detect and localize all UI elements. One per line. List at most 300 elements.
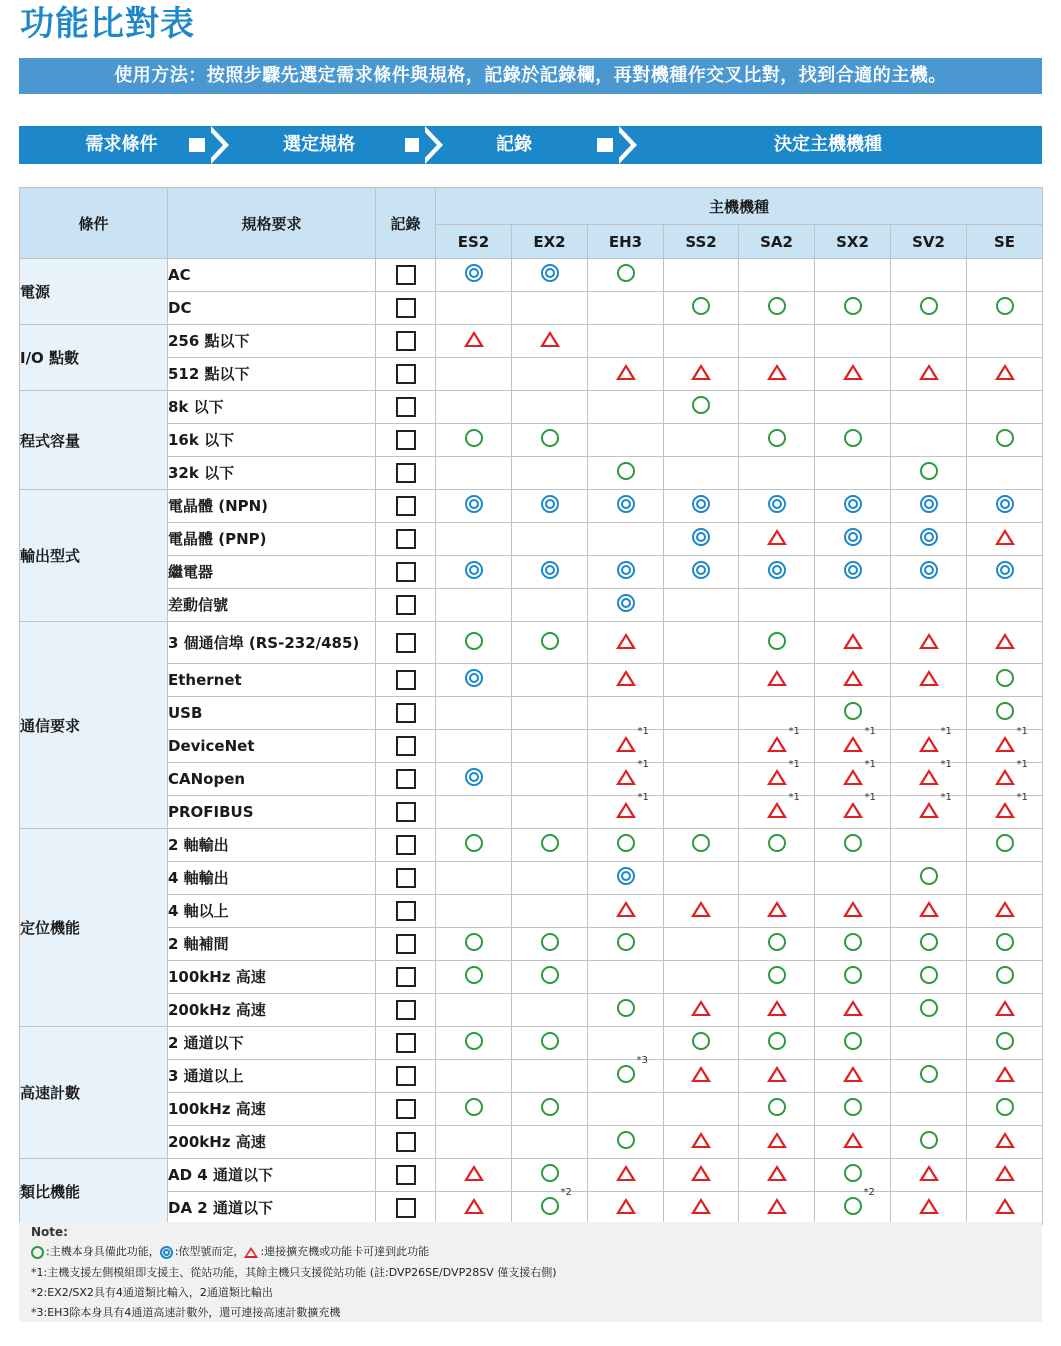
triangle-icon [843, 1066, 863, 1082]
step-4: 決定主機機種 [774, 134, 882, 155]
double-circle-icon [920, 561, 938, 579]
circle-icon [617, 264, 635, 282]
circle-icon [844, 1164, 862, 1182]
circle-icon [465, 933, 483, 951]
double-circle-icon [617, 594, 635, 612]
usage-banner: 使用方法：按照步驟先選定需求條件與規格，記錄於記錄欄，再對機種作交叉比對，找到合適的主機。 [19, 58, 1042, 94]
mark-cell-ss2 [664, 556, 739, 589]
model-header-eh3: EH3 [588, 225, 664, 259]
mark-cell-ss2 [664, 325, 739, 358]
table-row [20, 994, 1043, 1027]
mark-cell-sa2 [739, 829, 815, 862]
table-row [20, 1159, 1043, 1192]
legend-double-text: :依型號而定， [174, 1245, 245, 1258]
mark-cell-eh3 [588, 1126, 664, 1159]
mark-cell-sx2 [815, 862, 891, 895]
step-arrow-inner [205, 126, 223, 164]
mark-cell-es2 [436, 292, 512, 325]
record-checkbox[interactable] [396, 562, 416, 582]
mark-cell-ss2 [664, 292, 739, 325]
triangle-icon [995, 1198, 1015, 1214]
circle-icon [692, 396, 710, 414]
record-cell [376, 457, 436, 490]
model-header-sa2: SA2 [739, 225, 815, 259]
mark-cell-ex2 [512, 664, 588, 697]
footnote-mark: *1 [637, 726, 649, 737]
mark-cell-se [967, 664, 1043, 697]
spec-cell: 繼電器 [168, 556, 376, 589]
double-circle-icon [465, 768, 483, 786]
mark-cell-se [967, 1027, 1043, 1060]
double-circle-icon [844, 495, 862, 513]
mark-cell-ss2 [664, 490, 739, 523]
model-header-se: SE [967, 225, 1043, 259]
triangle-icon [843, 802, 863, 818]
record-checkbox[interactable] [396, 633, 416, 653]
model-header-sv2: SV2 [891, 225, 967, 259]
mark-cell-se [967, 994, 1043, 1027]
mark-cell-ex2 [512, 457, 588, 490]
mark-cell-ss2 [664, 994, 739, 1027]
step-flow [19, 126, 1042, 164]
record-checkbox[interactable] [396, 331, 416, 351]
mark-cell-sa2 [739, 1093, 815, 1126]
double-circle-icon [465, 264, 483, 282]
triangle-icon [843, 670, 863, 686]
circle-icon [617, 834, 635, 852]
mark-cell-sx2 [815, 895, 891, 928]
triangle-icon [691, 1000, 711, 1016]
mark-cell-sv2 [891, 1060, 967, 1093]
mark-cell-sx2 [815, 358, 891, 391]
mark-cell-se [967, 895, 1043, 928]
triangle-icon [767, 1198, 787, 1214]
table-row [20, 697, 1043, 730]
condition-cell: 類比機能 [20, 1159, 168, 1225]
record-cell [376, 1093, 436, 1126]
table-row [20, 523, 1043, 556]
table-row [20, 424, 1043, 457]
mark-cell-sv2 [891, 490, 967, 523]
notes-title: Note: [31, 1225, 68, 1239]
triangle-icon [691, 1066, 711, 1082]
mark-cell-ss2 [664, 961, 739, 994]
spec-cell: 4 軸輸出 [168, 862, 376, 895]
mark-cell-sx2 [815, 1126, 891, 1159]
spec-cell: 512 點以下 [168, 358, 376, 391]
triangle-icon [691, 1198, 711, 1214]
table-row [20, 1093, 1043, 1126]
mark-cell-se [967, 862, 1043, 895]
mark-cell-eh3 [588, 325, 664, 358]
mark-cell-es2 [436, 697, 512, 730]
mark-cell-eh3 [588, 523, 664, 556]
mark-cell-sa2 [739, 994, 815, 1027]
mark-cell-ex2 [512, 325, 588, 358]
mark-cell-ex2 [512, 292, 588, 325]
spec-cell: AD 4 通道以下 [168, 1159, 376, 1192]
condition-cell: 高速計數 [20, 1027, 168, 1159]
mark-cell-ss2 [664, 697, 739, 730]
mark-cell-eh3 [588, 961, 664, 994]
mark-cell-se [967, 726, 1043, 763]
circle-icon [541, 1032, 559, 1050]
header-spec: 規格要求 [168, 188, 376, 259]
record-checkbox[interactable] [396, 1099, 416, 1119]
record-checkbox[interactable] [396, 496, 416, 516]
mark-cell-se [967, 622, 1043, 664]
triangle-icon [767, 901, 787, 917]
mark-cell-es2 [436, 358, 512, 391]
condition-cell: 定位機能 [20, 829, 168, 1027]
mark-cell-es2 [436, 424, 512, 457]
record-cell [376, 523, 436, 556]
record-checkbox[interactable] [396, 397, 416, 417]
triangle-icon [995, 529, 1015, 545]
circle-icon [920, 966, 938, 984]
mark-cell-ex2 [512, 358, 588, 391]
mark-cell-sa2 [739, 862, 815, 895]
table-row [20, 763, 1043, 796]
record-checkbox[interactable] [396, 1165, 416, 1185]
mark-cell-sv2 [891, 928, 967, 961]
record-checkbox[interactable] [396, 1033, 416, 1053]
mark-cell-se [967, 1126, 1043, 1159]
record-checkbox[interactable] [396, 967, 416, 987]
footnote-mark: *1 [637, 792, 649, 803]
triangle-icon [616, 670, 636, 686]
mark-cell-sv2 [891, 1126, 967, 1159]
mark-cell-es2 [436, 589, 512, 622]
table-row [20, 292, 1043, 325]
mark-cell-eh3 [588, 759, 664, 796]
mark-cell-es2 [436, 928, 512, 961]
triangle-icon [919, 1198, 939, 1214]
record-cell [376, 994, 436, 1027]
record-checkbox[interactable] [396, 265, 416, 285]
mark-cell-es2 [436, 259, 512, 292]
legend-circle-text: :主機本身具備此功能， [46, 1245, 160, 1258]
record-checkbox[interactable] [396, 1000, 416, 1020]
mark-cell-se [967, 829, 1043, 862]
triangle-icon [616, 364, 636, 380]
triangle-icon [691, 1165, 711, 1181]
model-header-ss2: SS2 [664, 225, 739, 259]
mark-cell-sx2 [815, 1159, 891, 1192]
table-row [20, 664, 1043, 697]
mark-cell-sv2 [891, 792, 967, 829]
mark-cell-sx2 [815, 1187, 891, 1225]
mark-cell-sx2 [815, 994, 891, 1027]
triangle-icon [767, 670, 787, 686]
record-cell [376, 1060, 436, 1093]
mark-cell-sa2 [739, 1192, 815, 1225]
table-row [20, 928, 1043, 961]
double-circle-icon [465, 669, 483, 687]
triangle-icon [919, 802, 939, 818]
mark-cell-ex2 [512, 928, 588, 961]
mark-cell-eh3 [588, 622, 664, 664]
mark-cell-sv2 [891, 759, 967, 796]
header-models: 主機機種 [436, 188, 1043, 225]
record-checkbox[interactable] [396, 1066, 416, 1086]
triangle-icon [919, 364, 939, 380]
mark-cell-ex2 [512, 862, 588, 895]
mark-cell-sv2 [891, 589, 967, 622]
circle-icon [541, 966, 559, 984]
record-cell [376, 1159, 436, 1192]
circle-icon [768, 632, 786, 650]
triangle-icon [767, 802, 787, 818]
circle-icon [541, 933, 559, 951]
mark-cell-ex2 [512, 829, 588, 862]
note-1: *1:主機支援左側模組即支援主、從站功能，其餘主機只支援從站功能 (註:DVP26SE/DVP28SV 僅支援右側) [31, 1266, 557, 1279]
record-cell [376, 1192, 436, 1225]
triangle-icon [767, 364, 787, 380]
mark-cell-se [967, 259, 1043, 292]
triangle-icon [616, 736, 636, 752]
record-cell [376, 895, 436, 928]
spec-cell: CANopen [168, 763, 376, 796]
record-checkbox[interactable] [396, 934, 416, 954]
mark-cell-ex2 [512, 895, 588, 928]
mark-cell-sa2 [739, 589, 815, 622]
table-row [20, 1192, 1043, 1225]
mark-cell-ex2 [512, 1027, 588, 1060]
mark-cell-sa2 [739, 523, 815, 556]
record-checkbox[interactable] [396, 1132, 416, 1152]
mark-cell-sa2 [739, 259, 815, 292]
mark-cell-ex2 [512, 1126, 588, 1159]
spec-cell: DC [168, 292, 376, 325]
mark-cell-sv2 [891, 424, 967, 457]
circle-icon [920, 867, 938, 885]
mark-cell-es2 [436, 457, 512, 490]
triangle-icon [464, 1198, 484, 1214]
triangle-icon [995, 1165, 1015, 1181]
table-row [20, 1126, 1043, 1159]
mark-cell-sa2 [739, 490, 815, 523]
record-cell [376, 292, 436, 325]
table-row [20, 730, 1043, 763]
mark-cell-sv2 [891, 895, 967, 928]
circle-icon [996, 297, 1014, 315]
double-circle-icon [541, 495, 559, 513]
spec-cell: 200kHz 高速 [168, 1126, 376, 1159]
table-row [20, 490, 1043, 523]
mark-cell-eh3 [588, 1093, 664, 1126]
circle-icon [465, 1098, 483, 1116]
record-checkbox[interactable] [396, 868, 416, 888]
triangle-icon [767, 769, 787, 785]
circle-icon [768, 1032, 786, 1050]
mark-cell-es2 [436, 325, 512, 358]
mark-cell-es2 [436, 1126, 512, 1159]
mark-cell-ex2 [512, 391, 588, 424]
mark-cell-sv2 [891, 292, 967, 325]
circle-icon [844, 702, 862, 720]
table-row [20, 895, 1043, 928]
mark-cell-ex2 [512, 556, 588, 589]
mark-cell-sa2 [739, 358, 815, 391]
circle-icon [465, 429, 483, 447]
model-header-es2: ES2 [436, 225, 512, 259]
note-2: *2:EX2/SX2具有4通道類比輸入，2通道類比輸出 [31, 1286, 273, 1299]
footnote-mark: *1 [864, 726, 876, 737]
triangle-icon [767, 1165, 787, 1181]
triangle-icon [843, 769, 863, 785]
triangle-icon [616, 1198, 636, 1214]
double-circle-icon [844, 561, 862, 579]
record-cell [376, 622, 436, 664]
mark-cell-sa2 [739, 1126, 815, 1159]
footnote-mark: *1 [788, 726, 800, 737]
record-cell [376, 796, 436, 829]
mark-cell-sa2 [739, 325, 815, 358]
mark-cell-eh3 [588, 556, 664, 589]
circle-icon [920, 999, 938, 1017]
record-checkbox[interactable] [396, 529, 416, 549]
triangle-icon [464, 331, 484, 347]
mark-cell-sx2 [815, 961, 891, 994]
mark-cell-ex2 [512, 961, 588, 994]
triangle-icon [767, 529, 787, 545]
circle-icon [541, 1098, 559, 1116]
table-row [20, 259, 1043, 292]
mark-cell-ss2 [664, 391, 739, 424]
circle-icon [920, 1065, 938, 1083]
triangle-icon [691, 1132, 711, 1148]
triangle-icon [616, 901, 636, 917]
double-circle-icon [768, 495, 786, 513]
record-cell [376, 928, 436, 961]
record-cell [376, 961, 436, 994]
record-checkbox[interactable] [396, 835, 416, 855]
mark-cell-sa2 [739, 961, 815, 994]
footnote-mark: *2 [863, 1187, 875, 1198]
table-row [20, 1060, 1043, 1093]
table-row [20, 589, 1043, 622]
triangle-icon [843, 736, 863, 752]
mark-cell-sx2 [815, 457, 891, 490]
triangle-icon [464, 1165, 484, 1181]
mark-cell-eh3 [588, 358, 664, 391]
triangle-icon [767, 1066, 787, 1082]
circle-icon [768, 966, 786, 984]
step-1: 需求條件 [85, 134, 158, 155]
record-checkbox[interactable] [396, 595, 416, 615]
mark-cell-es2 [436, 523, 512, 556]
mark-cell-sv2 [891, 358, 967, 391]
mark-cell-es2 [436, 664, 512, 697]
footnote-mark: *1 [788, 759, 800, 770]
triangle-icon [616, 802, 636, 818]
table-row [20, 556, 1043, 589]
footnote-mark: *1 [940, 726, 952, 737]
mark-cell-ss2 [664, 259, 739, 292]
mark-cell-es2 [436, 994, 512, 1027]
mark-cell-sx2 [815, 589, 891, 622]
double-circle-icon [996, 561, 1014, 579]
mark-cell-sv2 [891, 556, 967, 589]
mark-cell-eh3 [588, 726, 664, 763]
spec-cell: 8k 以下 [168, 391, 376, 424]
record-checkbox[interactable] [396, 901, 416, 921]
mark-cell-sv2 [891, 259, 967, 292]
circle-icon [844, 1098, 862, 1116]
model-header-sx2: SX2 [815, 225, 891, 259]
spec-cell: 3 通道以上 [168, 1060, 376, 1093]
spec-cell: 3 個通信埠 (RS-232/485) [168, 622, 376, 664]
record-checkbox[interactable] [396, 463, 416, 483]
record-checkbox[interactable] [396, 736, 416, 756]
mark-cell-sv2 [891, 622, 967, 664]
double-circle-icon [617, 561, 635, 579]
condition-cell: 電源 [20, 259, 168, 325]
record-checkbox[interactable] [396, 703, 416, 723]
mark-cell-ss2 [664, 829, 739, 862]
mark-cell-ss2 [664, 1027, 739, 1060]
mark-cell-ex2 [512, 589, 588, 622]
mark-cell-se [967, 1093, 1043, 1126]
mark-cell-ex2 [512, 1159, 588, 1192]
record-checkbox[interactable] [396, 430, 416, 450]
mark-cell-es2 [436, 391, 512, 424]
record-checkbox[interactable] [396, 364, 416, 384]
record-checkbox[interactable] [396, 670, 416, 690]
mark-cell-eh3 [588, 457, 664, 490]
condition-cell: 通信要求 [20, 622, 168, 829]
table-row [20, 457, 1043, 490]
double-circle-icon [692, 528, 710, 546]
mark-cell-ex2 [512, 622, 588, 664]
double-circle-icon [844, 528, 862, 546]
mark-cell-es2 [436, 862, 512, 895]
condition-cell: I/O 點數 [20, 325, 168, 391]
triangle-icon [919, 633, 939, 649]
mark-cell-sa2 [739, 556, 815, 589]
double-circle-icon [541, 264, 559, 282]
record-checkbox[interactable] [396, 1198, 416, 1218]
triangle-icon [995, 736, 1015, 752]
mark-cell-ex2 [512, 1187, 588, 1225]
circle-icon [844, 1197, 862, 1215]
mark-cell-es2 [436, 895, 512, 928]
mark-cell-eh3 [588, 697, 664, 730]
spec-cell: 4 軸以上 [168, 895, 376, 928]
circle-icon [996, 933, 1014, 951]
mark-cell-ex2 [512, 490, 588, 523]
mark-cell-sx2 [815, 792, 891, 829]
record-checkbox[interactable] [396, 769, 416, 789]
record-checkbox[interactable] [396, 802, 416, 822]
circle-icon [617, 1131, 635, 1149]
mark-cell-eh3 [588, 391, 664, 424]
mark-cell-sv2 [891, 862, 967, 895]
mark-cell-es2 [436, 556, 512, 589]
double-circle-icon [465, 561, 483, 579]
footnote-mark: *1 [940, 759, 952, 770]
mark-cell-eh3 [588, 1055, 664, 1093]
record-checkbox[interactable] [396, 298, 416, 318]
table-row [20, 1027, 1043, 1060]
mark-cell-se [967, 697, 1043, 730]
mark-cell-es2 [436, 622, 512, 664]
record-cell [376, 697, 436, 730]
note-3: *3:EH3除本身具有4通道高速計數外，還可連接高速計數擴充機 [31, 1306, 341, 1319]
mark-cell-eh3 [588, 292, 664, 325]
mark-cell-eh3 [588, 589, 664, 622]
